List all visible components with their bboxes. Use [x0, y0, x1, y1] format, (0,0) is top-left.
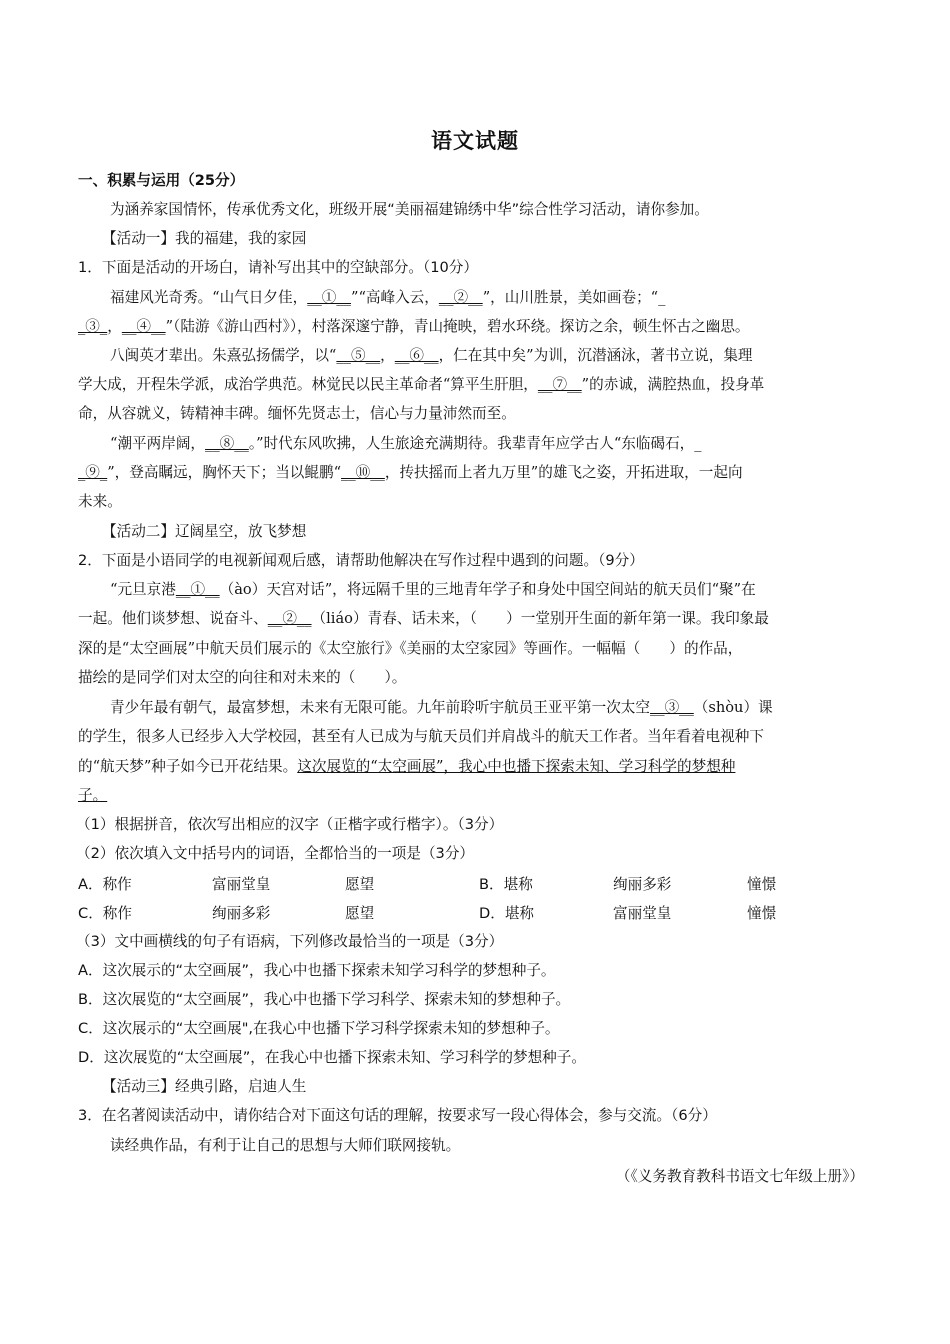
q3-quote: 读经典作品，有利于让自己的思想与大师们联网接轨。	[110, 1137, 461, 1154]
option-b-word-1: B．堪称	[479, 876, 533, 893]
blank-1: __①__	[307, 289, 351, 306]
q2-option-a: A．这次展示的“太空画展”，我心中也播下探索未知学习科学的梦想种子。	[78, 962, 556, 979]
text: 未来。	[78, 493, 122, 510]
underlined-sentence: 这次展览的“太空画展”，我心中也播下探索未知、学习科学的梦想种	[297, 758, 736, 775]
page-title: 语文试题	[431, 129, 519, 153]
question-3-stem: 3．在名著阅读活动中，请你结合对下面这句话的理解，按要求写一段心得体会，参与交流。（6分）	[78, 1107, 717, 1124]
q1-line-8	[78, 492, 122, 512]
blank-5: __⑤__	[336, 347, 381, 364]
q2-option-d: D．这次展览的“太空画展”，在我心中也播下探索未知、学习科学的梦想种子。	[78, 1049, 586, 1066]
blank-3: _③_	[78, 318, 108, 335]
q2-p1-line-1	[110, 580, 756, 600]
option-d-word-1: D．堪称	[479, 905, 535, 922]
blank-2: __②__	[267, 610, 312, 627]
q2-option-c: C．这次展示的“太空画展",在我心中也播下学习科学探索未知的梦想种子。	[78, 1020, 560, 1037]
q2-p2-line-3	[78, 757, 735, 777]
blank-9: _⑨_	[78, 464, 108, 481]
option-b-word-3: 憧憬	[747, 876, 777, 893]
text: ，	[380, 347, 395, 364]
text: ，仁在其中矣”为训，沉潜涵泳，著书立说，集理	[438, 347, 753, 364]
intro-text: 为涵养家国情怀，传承优秀文化，班级开展“美丽福建锦绣中华”综合性学习活动，请你参加。	[110, 201, 709, 218]
q1-line-5	[78, 404, 516, 424]
text: ”（陆游《游山西村》），村落深邃宁静，青山掩映，碧水环绕。探访之余，顿生怀古之幽思。	[165, 318, 750, 335]
blank-10: __⑩__	[341, 464, 385, 481]
q2-p1-line-2	[78, 609, 769, 629]
q2-p1-line-4: 描绘的是同学们对太空的向往和对未来的（ ）。	[78, 669, 407, 686]
option-b-word-2: 绚丽多彩	[613, 876, 672, 893]
q2-sub-3: （3）文中画横线的句子有语病，下列修改最恰当的一项是（3分）	[76, 933, 504, 950]
section-heading: 一、积累与运用（25分）	[78, 172, 245, 189]
blank-4: __④__	[121, 318, 166, 335]
q2-p2-line-1	[110, 698, 773, 718]
text: ，抟扶摇而上者九万里”的雄飞之姿，开拓进取，一起向	[384, 464, 743, 481]
text: ”“高峰入云，	[350, 289, 439, 306]
activity-2-heading: 【活动二】辽阔星空，放飞梦想	[102, 523, 307, 540]
text: 。”时代东风吹拂，人生旅途充满期待。我辈青年应学古人“东临碣石，_	[248, 435, 702, 452]
option-a-word-2: 富丽堂皇	[212, 876, 271, 893]
text: “元旦京港	[110, 581, 176, 598]
q1-line-3	[110, 346, 753, 366]
q2-sub-1: （1）根据拼音，依次写出相应的汉字（正楷字或行楷字）。（3分）	[76, 816, 504, 833]
text: （shòu）课	[693, 699, 773, 716]
text: 一起。他们谈梦想、说奋斗、	[78, 610, 268, 627]
q1-line-4	[78, 375, 764, 395]
q1-line-7	[78, 463, 743, 483]
option-d-word-3: 憧憬	[747, 905, 777, 922]
blank-3: __③__	[649, 699, 694, 716]
q2-p2-line-4: 子。	[78, 787, 108, 804]
q1-line-1	[110, 288, 665, 308]
q1-line-6	[110, 434, 702, 454]
text: ”的赤诚，满腔热血，投身革	[581, 376, 765, 393]
option-a-word-1: A．称作	[78, 876, 132, 893]
q2-p1-line-3: 深的是“太空画展”中航天员们展示的《太空旅行》《美丽的太空家园》等画作。一幅幅（ ）的作品，	[78, 640, 743, 657]
text: ”，山川胜景，美如画卷；“_	[482, 289, 666, 306]
q2-option-b: B．这次展览的“太空画展”，我心中也播下学习科学、探索未知的梦想种子。	[78, 991, 571, 1008]
q2-p2-line-2: 的学生，很多人已经步入大学校园，甚至有人已成为与航天员们并肩战斗的航天工作者。当年看着电视种下	[78, 728, 764, 745]
q2-sub-2: （2）依次填入文中括号内的词语，全都恰当的一项是（3分）	[76, 845, 475, 862]
blank-6: __⑥__	[394, 347, 439, 364]
question-1-stem: 1．下面是活动的开场白，请补写出其中的空缺部分。（10分）	[78, 259, 478, 276]
blank-1: __①__	[175, 581, 220, 598]
option-d-word-2: 富丽堂皇	[613, 905, 672, 922]
text: （liáo）青春、话未来，（ ）一堂别开生面的新年第一课。我印象最	[311, 610, 769, 627]
text: 命，从容就义，铸精神丰碑。缅怀先贤志士，信心与力量沛然而至。	[78, 405, 516, 422]
blank-7: __⑦__	[537, 376, 582, 393]
text: 学大成，开程朱学派，成治学典范。林觉民以民主革命者“算平生肝胆，	[78, 376, 538, 393]
text: ，	[107, 318, 122, 335]
activity-1-heading: 【活动一】我的福建，我的家园	[102, 230, 307, 247]
text: 青少年最有朝气，最富梦想，未来有无限可能。九年前聆听宇航员王亚平第一次太空	[110, 699, 650, 716]
q3-source: （《义务教育教科书语文七年级上册》）	[615, 1168, 864, 1185]
activity-3-heading: 【活动三】经典引路，启迪人生	[102, 1078, 307, 1095]
text: ”，登高瞩远，胸怀天下；当以鲲鹏“	[107, 464, 342, 481]
option-c-word-2: 绚丽多彩	[212, 905, 271, 922]
q1-line-2	[78, 317, 750, 337]
text: 福建风光奇秀。“山气日夕佳，	[110, 289, 308, 306]
text: 的“航天梦”种子如今已开花结果。	[78, 758, 298, 775]
text: 八闽英才辈出。朱熹弘扬儒学，以“	[110, 347, 337, 364]
question-2-stem: 2．下面是小语同学的电视新闻观后感，请帮助他解决在写作过程中遇到的问题。（9分）	[78, 552, 644, 569]
text: “潮平两岸阔，	[110, 435, 206, 452]
option-c-word-3: 愿望	[345, 905, 375, 922]
option-c-word-1: C．称作	[78, 905, 132, 922]
text: （ào）天宫对话”，将远隔千里的三地青年学子和身处中国空间站的航天员们“聚”在	[219, 581, 756, 598]
blank-8: __⑧__	[205, 435, 249, 452]
option-a-word-3: 愿望	[345, 876, 375, 893]
blank-2: __②__	[438, 289, 483, 306]
